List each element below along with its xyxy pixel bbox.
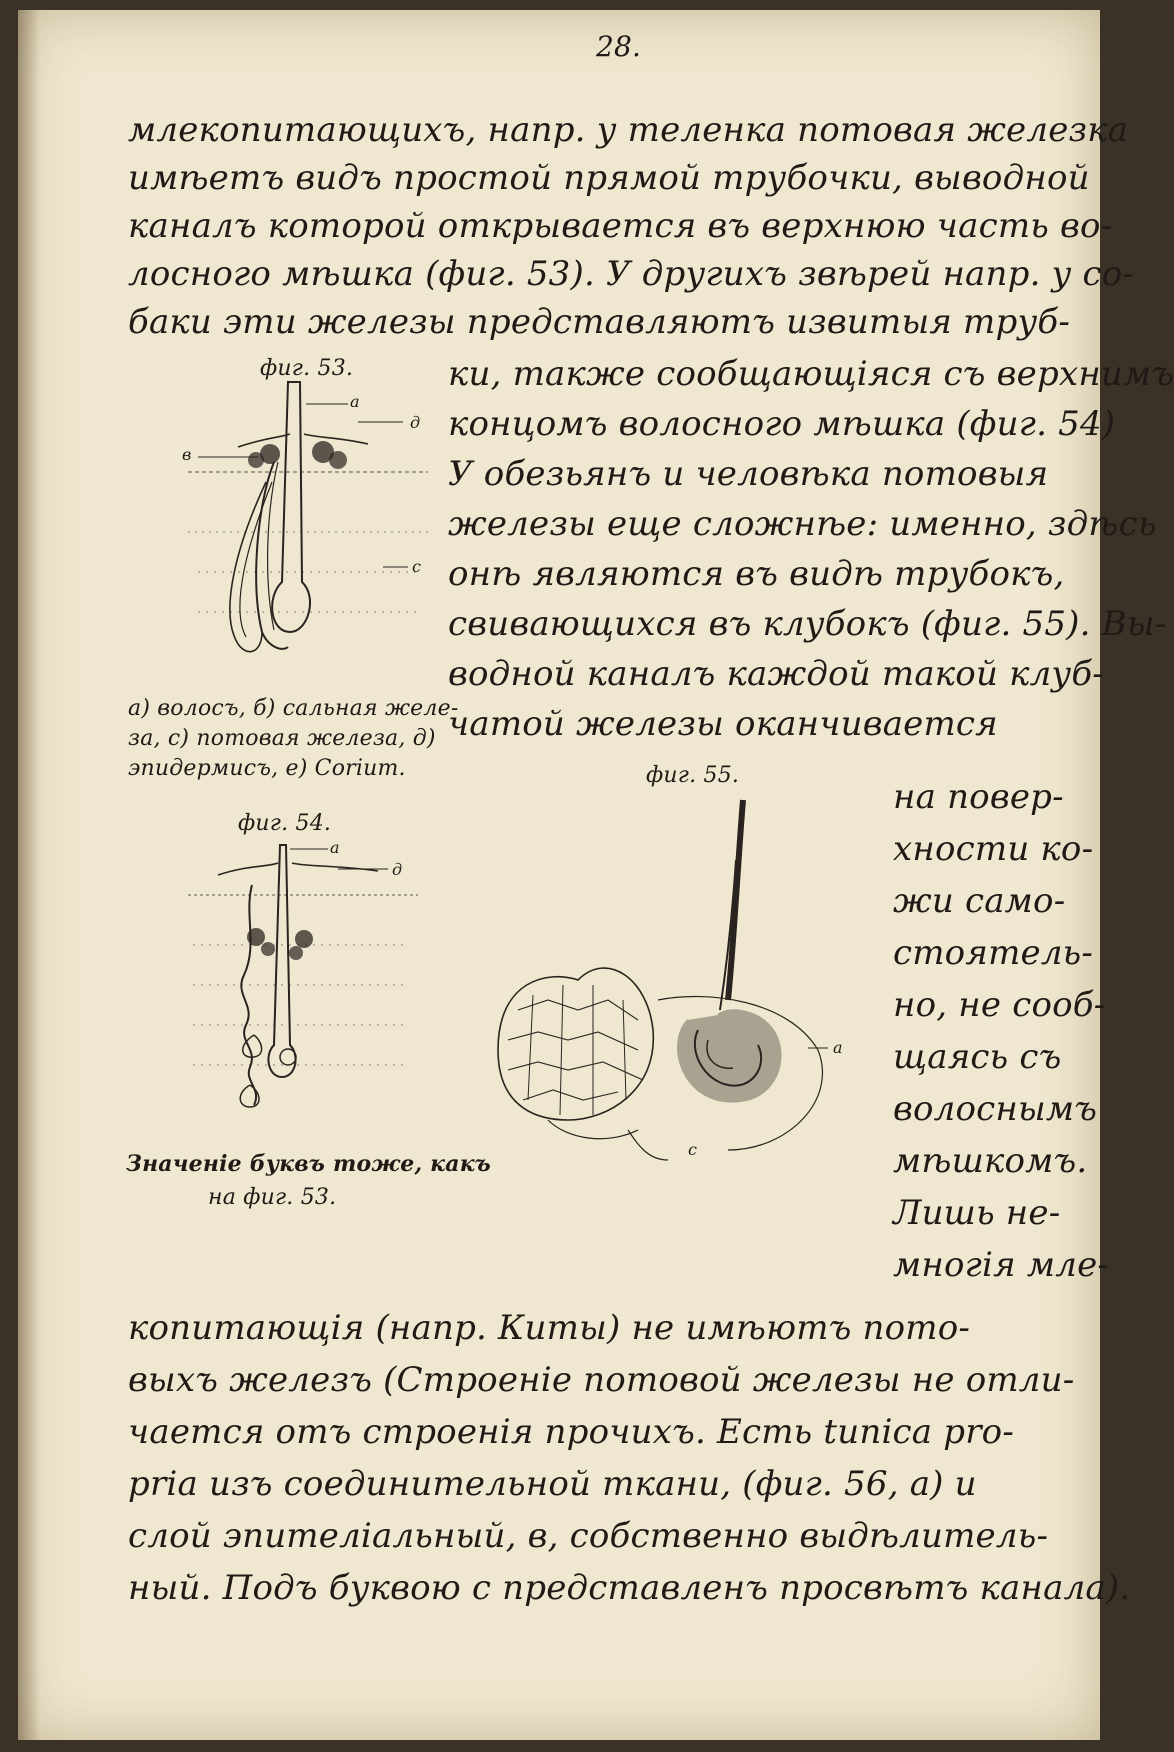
text-line: ный. Подъ буквою с представленъ просвѣтъ канала). [128, 1568, 1131, 1608]
text-line: Лишь не- [893, 1193, 1061, 1233]
fig54-label-a: а [330, 838, 340, 857]
manuscript-page [18, 10, 1174, 1740]
text-line: каналъ которой открывается въ верхнюю часть во- [128, 206, 1113, 246]
text-line: pria изъ соединительной ткани, (фиг. 56, а) и [128, 1464, 977, 1504]
fig53-illustration [178, 382, 438, 672]
text-line: ки, также сообщающiяся съ верхнимъ [448, 354, 1174, 394]
text-line: чается отъ строенiя прочихъ. Есть tunica pro- [128, 1412, 1015, 1452]
fig55-illustration [488, 800, 868, 1180]
text-line: копитающiя (напр. Киты) не имѣютъ пото- [128, 1308, 971, 1348]
fig54-label-d: д [392, 860, 403, 879]
text-line: мѣшкомъ. [893, 1141, 1088, 1181]
fig55-label-a: а [833, 1038, 843, 1057]
fig53-label-c: с [412, 557, 421, 576]
text-line: лосного мѣшка (фиг. 53). У другихъ звѣрей напр. у со- [128, 254, 1135, 294]
fig53-caption-line: за, с) потовая железа, д) [128, 726, 436, 751]
text-line: железы еще сложнѣе: именно, здѣсь [448, 504, 1157, 544]
fig53-title: фиг. 53. [260, 356, 354, 381]
text-line: свивающихся въ клубокъ (фиг. 55). Вы- [448, 604, 1167, 644]
text-line: У обезьянъ и человѣка потовыя [448, 454, 1049, 494]
text-line: щаясь съ [893, 1037, 1062, 1077]
text-line: водной каналъ каждой такой клуб- [448, 654, 1104, 694]
text-line: но, не сооб- [893, 985, 1106, 1025]
fig53-caption-line: а) волосъ, б) сальная желе- [128, 696, 459, 721]
text-line: имѣетъ видъ простой прямой трубочки, выводной [128, 158, 1090, 198]
text-line: на повер- [893, 777, 1064, 817]
fig54-caption-line: на фиг. 53. [208, 1185, 337, 1210]
text-line: слой эпителiальный, в, собственно выдѣлитель- [128, 1516, 1049, 1556]
text-line: стоятель- [893, 933, 1094, 973]
fig54-title: фиг. 54. [238, 811, 332, 836]
fig54-caption-line: Значенiе буквъ тоже, какъ [126, 1151, 491, 1177]
text-line: жи само- [893, 881, 1066, 921]
fig53-label-b: в [182, 445, 192, 464]
fig53-label-d: д [410, 413, 421, 432]
text-line: млекопитающихъ, напр. у теленка потовая железка [128, 110, 1129, 150]
text-line: волоснымъ [893, 1089, 1098, 1129]
fig55-title: фиг. 55. [646, 763, 740, 788]
text-line: концомъ волосного мѣшка (фиг. 54) [448, 404, 1116, 444]
fig54-illustration [178, 838, 438, 1135]
text-line: баки эти железы представляютъ извитыя труб- [128, 302, 1071, 342]
fig53-caption-line: эпидермисъ, е) Corium. [128, 756, 406, 781]
text-line: чатой железы оканчивается [448, 704, 998, 744]
text-line: хности ко- [893, 829, 1094, 869]
page-number: 28. [596, 30, 642, 63]
text-line: многiя мле- [893, 1245, 1110, 1285]
text-line: выхъ железъ (Строенiе потовой железы не отли- [128, 1360, 1075, 1400]
fig53-label-a: а [350, 392, 360, 411]
fig55-label-c: с [688, 1140, 697, 1159]
text-line: онѣ являются въ видѣ трубокъ, [448, 554, 1065, 594]
